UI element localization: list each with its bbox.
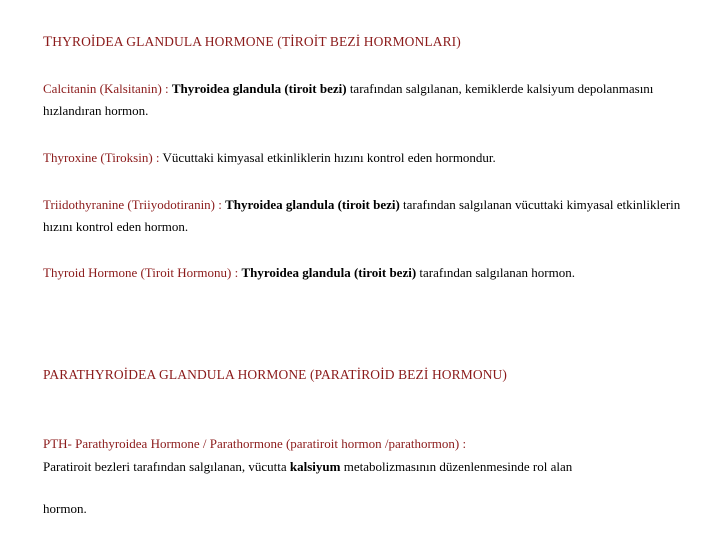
entry-calcitanin bbox=[43, 78, 683, 122]
entry-text: tarafından salgılanan hormon. bbox=[419, 265, 575, 280]
entry-source: Thyroidea glandula (tiroit bezi) bbox=[171, 81, 347, 96]
entry-pth-text bbox=[43, 458, 683, 476]
entry-term: PTH- Parathyroidea Hormone / Parathormone (paratiroit hormon /parathormon) : bbox=[43, 436, 467, 451]
entry-pth-term bbox=[43, 433, 683, 455]
entry-source: Thyroidea glandula (tiroit bezi) bbox=[241, 265, 417, 280]
entry-term: Calcitanin (Kalsitanin) : bbox=[43, 81, 169, 96]
entry-text: tarafından salgılanan, kemiklerde kalsiyum depolanmasını hızlandıran hormon. bbox=[43, 81, 654, 118]
section-heading-thyroid bbox=[43, 31, 683, 53]
entry-text: metabolizmasının düzenlenmesinde rol alan bbox=[343, 459, 573, 474]
entry-source: Thyroidea glandula (tiroit bezi) bbox=[225, 197, 400, 212]
entry-triidothyranine bbox=[43, 194, 683, 238]
entry-pth-last-line: hormon. bbox=[43, 501, 87, 516]
heading-text: HYROİDEA GLANDULA HORMONE (TİROİT BEZİ HORMONLARI) bbox=[52, 34, 461, 49]
entry-term: Triidothyranine (Triiyodotiranin) : bbox=[43, 197, 222, 212]
entry-text: tarafından salgılanan vücuttaki kimyasal etkinliklerin hızını kontrol eden hormon. bbox=[43, 197, 681, 234]
entry-keyword: kalsiyum bbox=[289, 459, 341, 474]
heading-initial: T bbox=[43, 34, 53, 50]
section-heading-parathyroid: PARATHYROİDEA GLANDULA HORMONE (PARATİROİD BEZİ HORMONU) bbox=[43, 367, 507, 382]
entry-text: Vücuttaki kimyasal etkinliklerin hızını kontrol eden hormondur. bbox=[162, 150, 496, 165]
entry-thyroxine bbox=[43, 147, 683, 169]
entry-text: Paratiroit bezleri tarafından salgılanan, vücutta bbox=[43, 459, 287, 474]
entry-thyroid-hormone bbox=[43, 262, 683, 284]
entry-term: Thyroxine (Tiroksin) : bbox=[43, 150, 160, 165]
entry-term: Thyroid Hormone (Tiroit Hormonu) : bbox=[43, 265, 239, 280]
